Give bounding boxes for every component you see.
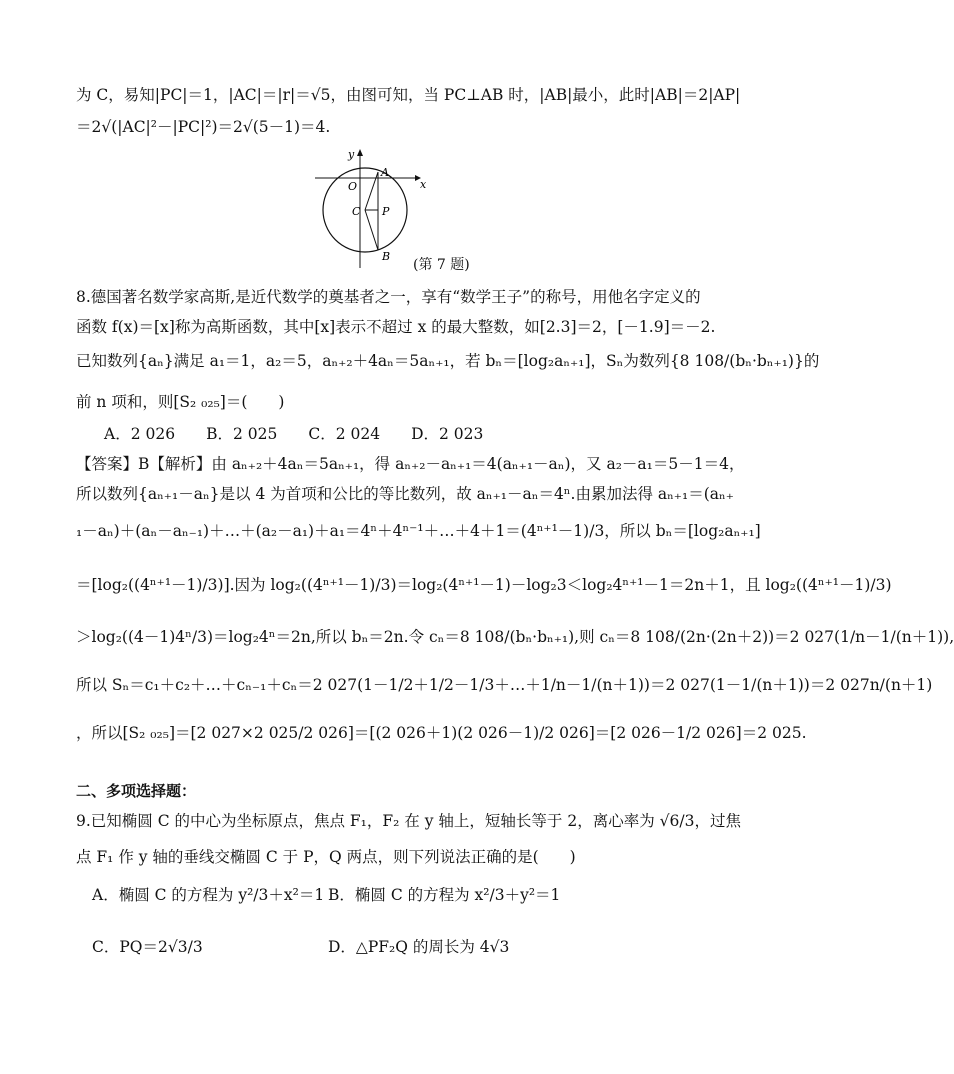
label-p: P <box>382 205 390 218</box>
section-heading: 二、多项选择题： <box>76 782 197 800</box>
q8-options: A．2 026 B．2 025 C．2 024 D．2 023 <box>104 425 484 443</box>
answer-line-2: 所以数列{aₙ₊₁－aₙ}是以 4 为首项和公比的等比数列，故 aₙ₊₁－aₙ＝4ⁿ.由累加法得 aₙ₊₁＝(aₙ₊ <box>76 485 734 503</box>
figure-caption: (第 7 题) <box>413 257 470 273</box>
label-c: C <box>352 205 361 218</box>
q9-line-2: 点 F₁ 作 y 轴的垂线交椭圆 C 于 P，Q 两点，则下列说法正确的是( ) <box>76 848 576 866</box>
answer-line-7: ，所以[S₂ ₀₂₅]＝[2 027×2 025/2 026]＝[(2 026＋1)(2 026－1)/2 026]＝[2 026－1/2 026]＝2 025. <box>76 724 807 742</box>
q9-option-d: D．△PF₂Q 的周长为 4√3 <box>328 938 510 956</box>
label-b: B <box>382 250 391 263</box>
text-line-2: ＝2√(|AC|²－|PC|²)＝2√(5－1)＝4. <box>76 118 331 136</box>
label-a: A <box>381 166 389 179</box>
q9-option-b: B．椭圆 C 的方程为 x²/3＋y²＝1 <box>328 886 561 904</box>
answer-line-4: ＝[log₂((4ⁿ⁺¹－1)/3)].因为 log₂((4ⁿ⁺¹－1)/3)＝log₂(4ⁿ⁺¹－1)－log₂3＜log₂4ⁿ⁺¹－1＝2n＋1，且 log₂((4ⁿ⁺¹－1)/3) <box>76 576 892 594</box>
segment-cb <box>365 210 378 250</box>
y-axis-arrow-icon <box>357 149 363 156</box>
q8-line-1: 8.德国著名数学家高斯,是近代数学的奠基者之一，享有“数学王子”的称号，用他名字定义的 <box>76 288 701 306</box>
answer-line-1: 【答案】B【解析】由 aₙ₊₂＋4aₙ＝5aₙ₊₁，得 aₙ₊₂－aₙ₊₁＝4(aₙ₊₁－aₙ)，又 a₂－a₁＝5－1＝4， <box>76 455 745 473</box>
q8-line-4: 前 n 项和，则[S₂ ₀₂₅]＝( ) <box>76 393 285 411</box>
answer-line-5: ＞log₂((4－1)4ⁿ/3)＝log₂4ⁿ＝2n,所以 bₙ＝2n.令 cₙ＝8 108/(bₙ·bₙ₊₁),则 cₙ＝8 108/(2n·(2n＋2))＝2 027(1/n－1/(n＋1)), <box>76 628 954 646</box>
q9-line-1: 9.已知椭圆 C 的中心为坐标原点，焦点 F₁，F₂ 在 y 轴上，短轴长等于 2，离心率为 √6/3，过焦 <box>76 812 741 830</box>
answer-line-6: 所以 Sₙ＝c₁＋c₂＋…＋cₙ₋₁＋cₙ＝2 027(1－1/2＋1/2－1/3＋…＋1/n－1/(n＋1))＝2 027(1－1/(n＋1))＝2 027n/(n＋1) <box>76 676 933 694</box>
text-line-1: 为 C，易知|PC|＝1，|AC|＝|r|＝√5，由图可知，当 PC⊥AB 时，|AB|最小，此时|AB|＝2|AP| <box>76 86 741 104</box>
label-x: x <box>420 178 427 191</box>
q8-line-3: 已知数列{aₙ}满足 a₁＝1，a₂＝5，aₙ₊₂＋4aₙ＝5aₙ₊₁，若 bₙ＝[log₂aₙ₊₁]，Sₙ为数列{8 108/(bₙ·bₙ₊₁)}的 <box>76 352 820 370</box>
label-o: O <box>348 180 358 193</box>
label-y: y <box>348 148 355 161</box>
q9-option-c: C．PQ＝2√3/3 <box>92 938 203 956</box>
answer-line-3: ₁－aₙ)＋(aₙ－aₙ₋₁)＋…＋(a₂－a₁)＋a₁＝4ⁿ＋4ⁿ⁻¹＋…＋4＋1＝(4ⁿ⁺¹－1)/3，所以 bₙ＝[log₂aₙ₊₁] <box>76 522 761 540</box>
q8-line-2: 函数 f(x)＝[x]称为高斯函数，其中[x]表示不超过 x 的最大整数，如[2.3]＝2，[－1.9]＝－2. <box>76 318 716 336</box>
q9-option-a: A．椭圆 C 的方程为 y²/3＋x²＝1 <box>92 886 325 904</box>
